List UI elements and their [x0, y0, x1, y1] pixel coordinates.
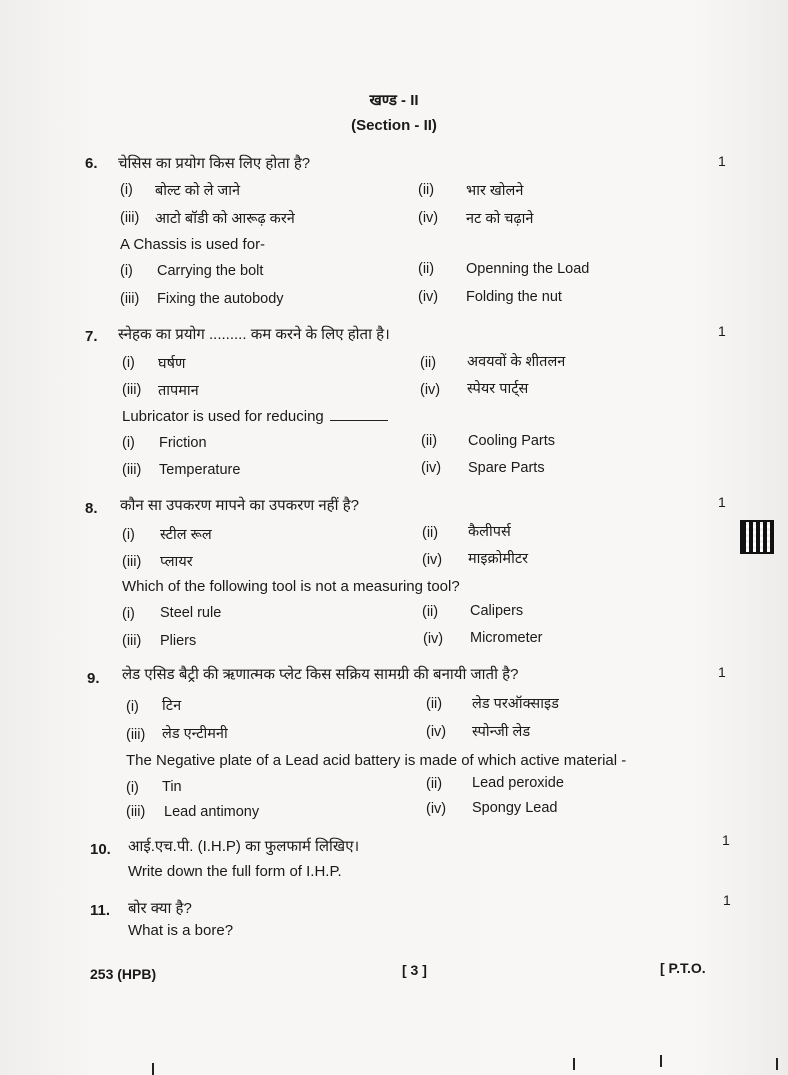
page-number: [ 3 ]	[402, 962, 427, 978]
option-text: स्पेयर पार्ट्स	[467, 381, 529, 397]
scan-mark	[152, 1063, 154, 1075]
question-text-hindi: आई.एच.पी. (I.H.P) का फुलफार्म लिखिए।	[128, 838, 360, 855]
scan-mark	[660, 1055, 662, 1067]
option-label: (iv)	[423, 631, 444, 647]
option-text: Lead peroxide	[472, 775, 564, 791]
option-text: Carrying the bolt	[157, 263, 264, 279]
option-text: Spare Parts	[468, 460, 545, 476]
question-marks: 1	[722, 832, 730, 848]
question-marks: 1	[718, 153, 726, 169]
paper-code: 253 (HPB)	[90, 966, 157, 982]
option-text: Cooling Parts	[468, 433, 556, 449]
option-text: Fixing the autobody	[157, 291, 284, 307]
option-text: Openning the Load	[466, 261, 590, 277]
question-text-english: The Negative plate of a Lead acid battery is made of which active material -	[126, 752, 627, 769]
question-number: 9.	[87, 670, 100, 687]
question-marks: 1	[718, 664, 726, 680]
option-label: (ii)	[426, 696, 443, 712]
question-text: Lubricator is used for reducing	[122, 408, 324, 425]
option-label: (ii)	[420, 355, 437, 371]
option-label: (iv)	[426, 801, 447, 817]
option-label: (iii)	[122, 462, 142, 478]
pto-label: [ P.T.O.	[660, 960, 706, 976]
option-label: (ii)	[421, 433, 438, 449]
question-text-hindi: स्नेहक का प्रयोग ......... कम करने के लिए होता है।	[118, 326, 390, 343]
option-label: (iii)	[122, 382, 142, 398]
option-text: Folding the nut	[466, 289, 562, 305]
question-text-english: A Chassis is used for-	[120, 236, 266, 253]
option-label: (iii)	[126, 804, 146, 820]
option-label: (i)	[122, 527, 135, 543]
option-text: Pliers	[160, 633, 197, 649]
option-text: टिन	[162, 698, 182, 714]
question-marks: 1	[718, 494, 726, 510]
section-heading-hindi: खण्ड - II	[369, 92, 419, 109]
option-text: माइक्रोमीटर	[468, 551, 529, 567]
question-text-hindi: लेड एसिड बैट्री की ऋणात्मक प्लेट किस सक्रिय सामग्री की बनायी जाती है?	[122, 666, 519, 683]
option-label: (iv)	[421, 460, 442, 476]
option-label: (iv)	[422, 552, 443, 568]
option-label: (ii)	[422, 525, 439, 541]
option-text: लेड परऑक्साइड	[472, 696, 559, 712]
option-label: (i)	[122, 435, 135, 451]
option-label: (iv)	[418, 289, 439, 305]
question-text-english: Which of the following tool is not a measuring tool?	[122, 578, 460, 595]
scan-mark	[573, 1058, 575, 1070]
option-text: Calipers	[470, 603, 524, 619]
question-text-english: Write down the full form of I.H.P.	[128, 863, 342, 880]
option-text: स्पोन्जी लेड	[472, 724, 531, 740]
option-label: (i)	[126, 699, 139, 715]
option-text: Tin	[162, 779, 182, 795]
option-label: (iii)	[120, 210, 140, 226]
answer-blank	[330, 420, 388, 421]
option-label: (ii)	[422, 604, 439, 620]
question-number: 10.	[90, 841, 111, 858]
question-marks: 1	[718, 323, 726, 339]
option-label: (i)	[122, 606, 135, 622]
option-label: (iii)	[120, 291, 140, 307]
question-number: 11.	[90, 902, 111, 919]
question-text-english	[122, 408, 388, 425]
option-text: Temperature	[159, 462, 241, 478]
qr-code	[740, 520, 774, 554]
question-text-english: What is a bore?	[128, 922, 234, 939]
option-label: (iii)	[122, 633, 142, 649]
question-text-hindi: चेसिस का प्रयोग किस लिए होता है?	[118, 155, 311, 172]
question-text-hindi: बोर क्या है?	[128, 900, 192, 917]
option-text: अवयवों के शीतलन	[467, 354, 566, 370]
option-text: कैलीपर्स	[468, 524, 511, 540]
question-number: 6.	[85, 155, 98, 172]
option-text: Lead antimony	[164, 804, 260, 820]
option-text: Micrometer	[470, 630, 543, 646]
option-text: घर्षण	[158, 356, 186, 372]
option-text: स्टील रूल	[160, 527, 212, 543]
option-label: (ii)	[418, 182, 435, 198]
option-label: (i)	[120, 263, 133, 279]
option-text: भार खोलने	[466, 183, 524, 199]
option-text: लेड एन्टीमनी	[162, 726, 228, 742]
option-text: बोल्ट को ले जाने	[155, 183, 241, 199]
option-label: (iv)	[418, 210, 439, 226]
option-text: तापमान	[158, 383, 199, 399]
question-number: 8.	[85, 500, 98, 517]
option-label: (i)	[122, 355, 135, 371]
option-text: आटो बॉडी को आरूढ़ करने	[155, 211, 295, 227]
question-marks: 1	[723, 892, 731, 908]
question-number: 7.	[85, 328, 98, 345]
option-text: प्लायर	[160, 554, 193, 570]
scan-mark	[776, 1058, 778, 1070]
option-label: (iv)	[426, 724, 447, 740]
question-text-hindi: कौन सा उपकरण मापने का उपकरण नहीं है?	[120, 497, 359, 514]
option-text: Spongy Lead	[472, 800, 558, 816]
option-text: Steel rule	[160, 605, 222, 621]
option-label: (iii)	[126, 727, 146, 743]
option-label: (ii)	[426, 776, 443, 792]
option-text: Friction	[159, 435, 207, 451]
section-heading-english: (Section - II)	[351, 117, 437, 134]
option-label: (i)	[120, 182, 133, 198]
option-label: (iv)	[420, 382, 441, 398]
option-label: (iii)	[122, 554, 142, 570]
option-label: (ii)	[418, 261, 435, 277]
option-text: नट को चढ़ाने	[466, 211, 534, 227]
option-label: (i)	[126, 780, 139, 796]
